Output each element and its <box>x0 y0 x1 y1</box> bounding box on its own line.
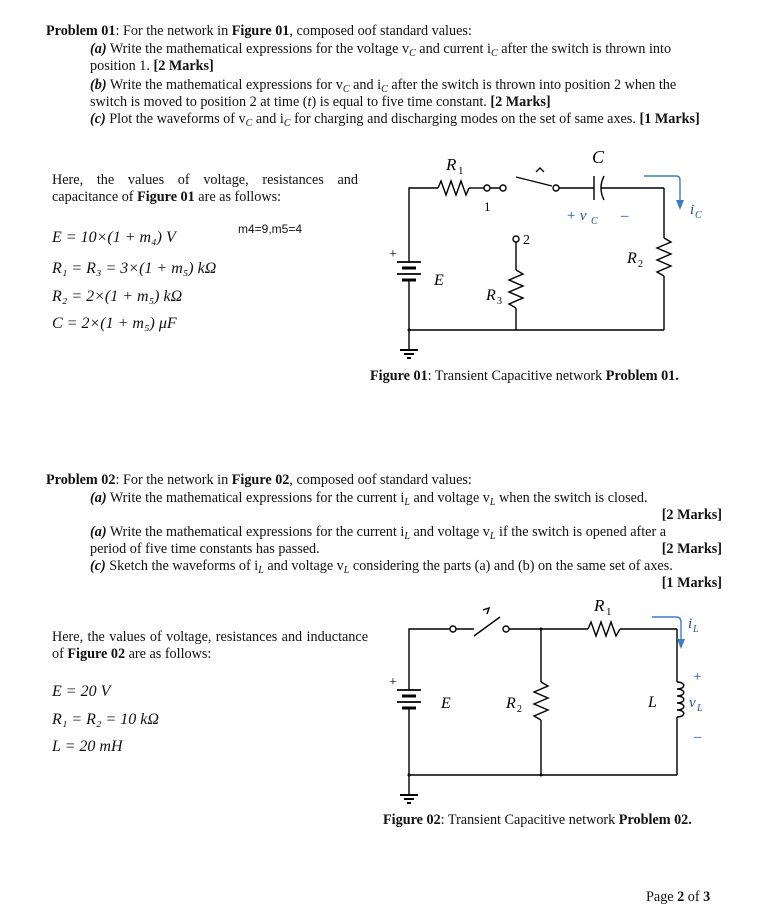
r2-label-sub: 2 <box>638 259 643 270</box>
equation-r1-r3: R₁ = R₃ = 3×(1 + m₅) kΩ <box>52 260 217 277</box>
ic-label-sub: C <box>695 210 702 221</box>
time-symbol: t <box>307 94 312 110</box>
sub: C <box>491 48 498 59</box>
part-b-text-mid: and i <box>349 77 382 93</box>
resistor-r1-symbol <box>588 622 620 636</box>
r3-label: R <box>486 287 496 304</box>
part-b-text-end: after the switch is thrown into position 2 when the <box>387 77 677 93</box>
wire-top-left <box>409 629 450 690</box>
caption-text: : Transient Capacitive network <box>440 812 619 828</box>
equation-r2: R₂ = 2×(1 + m₅) kΩ <box>52 288 183 305</box>
switch-arrow-icon <box>483 608 489 614</box>
pos2-label: 2 <box>523 233 530 248</box>
part-c-text-mid: and i <box>252 111 284 127</box>
part-a-text-line2: position 1. <box>90 58 154 74</box>
r1-label-sub: 1 <box>458 165 464 177</box>
page-current: 2 <box>677 889 685 905</box>
sub: C <box>245 118 253 129</box>
page-total: 3 <box>703 889 711 905</box>
junction-dot <box>408 774 411 777</box>
vl-label-sub: L <box>697 703 703 714</box>
part-c-text-end: considering the parts (a) and (b) on the same set of axes. <box>349 558 673 574</box>
l-label: L <box>648 694 657 711</box>
switch-left-terminal <box>450 626 456 632</box>
sub: L <box>489 531 496 542</box>
part-b-text-line2: period of five time constants has passed. <box>90 541 320 557</box>
part-b-text: Write the mathematical expressions for the current i <box>106 524 405 540</box>
sub: L <box>404 497 410 508</box>
part-b-text-line2-end: ) is equal to five time constant. <box>311 94 491 110</box>
page-label: Page <box>646 889 678 905</box>
part-c-marks: [1 Marks] <box>661 575 722 591</box>
vl-label: v <box>689 695 696 711</box>
equation-r1-r2: R₁ = R₂ = 10 kΩ <box>52 711 159 728</box>
part-a-tag: (a) <box>90 41 107 57</box>
values-text: Here, the values of voltage, resistances and capacitance of <box>52 172 358 205</box>
r2-label-sub: 2 <box>517 704 522 715</box>
caption-problem-ref: Problem 01. <box>605 368 679 384</box>
part-b-tag: (a) <box>90 524 107 540</box>
sub: C <box>381 84 388 95</box>
part-a-tag: (a) <box>90 490 107 506</box>
e-label: E <box>441 695 451 712</box>
equation-e: E = 10×(1 + m₄) V <box>52 229 176 246</box>
switch-blade <box>474 617 500 636</box>
part-c-text-mid: and voltage v <box>263 558 344 574</box>
vl-minus-label: – <box>694 729 702 745</box>
caption-figure-ref: Figure 01 <box>370 368 428 384</box>
part-a-text: Write the mathematical expressions for the voltage v <box>106 41 410 57</box>
sub: L <box>258 565 264 576</box>
caption-problem-ref: Problem 02. <box>618 812 692 828</box>
equation-e: E = 20 V <box>52 683 111 700</box>
problem1-intro-text: : For the network in <box>115 23 232 39</box>
part-a-text-end: after the switch is thrown into <box>497 41 672 57</box>
switch-right-terminal <box>503 626 509 632</box>
page-number <box>646 889 710 906</box>
part-a-text-mid: and current i <box>415 41 491 57</box>
equation-c: C = 2×(1 + m₅) μF <box>52 315 177 332</box>
part-c-text: Plot the waveforms of v <box>105 111 246 127</box>
vc-minus-label: – <box>621 208 629 224</box>
part-b-marks: [2 Marks] <box>490 94 551 110</box>
part-c-tag: (c) <box>90 558 106 574</box>
handwritten-note: m4=9,m5=4 <box>238 222 303 236</box>
pos1-label: 1 <box>484 199 491 214</box>
part-c-marks: [1 Marks] <box>639 111 700 127</box>
equation-l: L = 20 mH <box>52 738 123 755</box>
caption-text: : Transient Capacitive network <box>427 368 606 384</box>
il-label-sub: L <box>693 624 699 635</box>
inductor-l-symbol <box>677 682 684 717</box>
part-b-tag: (b) <box>90 77 107 93</box>
sub: C <box>409 48 416 59</box>
vl-plus-label: + <box>693 669 702 685</box>
part-b-text-line2: switch is moved to position 2 at time ( <box>90 94 308 110</box>
r2-label: R <box>506 695 516 712</box>
r1-label: R <box>594 596 605 615</box>
il-label: i <box>688 616 693 632</box>
vc-label: + v <box>566 208 587 224</box>
problem2-intro-figure-ref: Figure 02 <box>231 472 290 488</box>
part-c-text-end: for charging and discharging modes on the set of same axes. <box>290 111 640 127</box>
r1-label-sub: 1 <box>606 606 612 618</box>
r3-label-sub: 3 <box>497 296 502 307</box>
figure02-caption <box>383 812 692 829</box>
r1-label: R <box>446 155 457 174</box>
r2-label: R <box>627 250 637 267</box>
values-text-end: are as follows: <box>125 646 212 662</box>
values-figure-ref: Figure 01 <box>137 189 195 205</box>
junction-dot <box>540 774 543 777</box>
problem1-heading: Problem 01 <box>46 23 116 39</box>
plus-label: + <box>389 675 397 690</box>
problem2-intro-text: : For the network in <box>115 472 232 488</box>
sub: L <box>489 497 496 508</box>
values-text-end: are as follows: <box>194 189 282 205</box>
sub: C <box>342 84 350 95</box>
part-a-text-end: when the switch is closed. <box>495 490 648 506</box>
e-label: E <box>434 272 444 289</box>
caption-figure-ref: Figure 02 <box>383 812 441 828</box>
problem1-intro-figure-ref: Figure 01 <box>231 23 290 39</box>
part-a-marks: [2 Marks] <box>153 58 214 74</box>
problem1-intro-text-end: , composed oof standard values: <box>289 23 472 39</box>
values-text: Here, the values of voltage, resistances and inductance of <box>52 629 368 662</box>
problem2-heading: Problem 02 <box>46 472 116 488</box>
plus-label: + <box>389 247 397 262</box>
page-of: of <box>684 889 704 905</box>
sub: L <box>343 565 350 576</box>
current-il-arrowhead <box>677 639 685 649</box>
part-b-marks: [2 Marks] <box>661 541 722 557</box>
vc-label-sub: C <box>591 216 598 227</box>
problem2-intro-text-end: , composed oof standard values: <box>289 472 472 488</box>
part-b-text-mid: and voltage v <box>409 524 490 540</box>
part-c-text: Sketch the waveforms of i <box>105 558 259 574</box>
part-a-text: Write the mathematical expressions for the current i <box>106 490 405 506</box>
sub: C <box>283 118 291 129</box>
part-b-text: Write the mathematical expressions for v <box>106 77 343 93</box>
resistor-r2-symbol <box>534 682 548 720</box>
junction-dot <box>540 628 543 631</box>
values-figure-ref: Figure 02 <box>67 646 126 662</box>
c-label: C <box>592 147 605 167</box>
part-a-text-mid: and voltage v <box>409 490 490 506</box>
part-a-marks: [2 Marks] <box>661 507 722 523</box>
ic-label: i <box>690 202 695 218</box>
sub: L <box>404 531 410 542</box>
part-b-text-end: if the switch is opened after a <box>495 524 667 540</box>
part-c-tag: (c) <box>90 111 106 127</box>
